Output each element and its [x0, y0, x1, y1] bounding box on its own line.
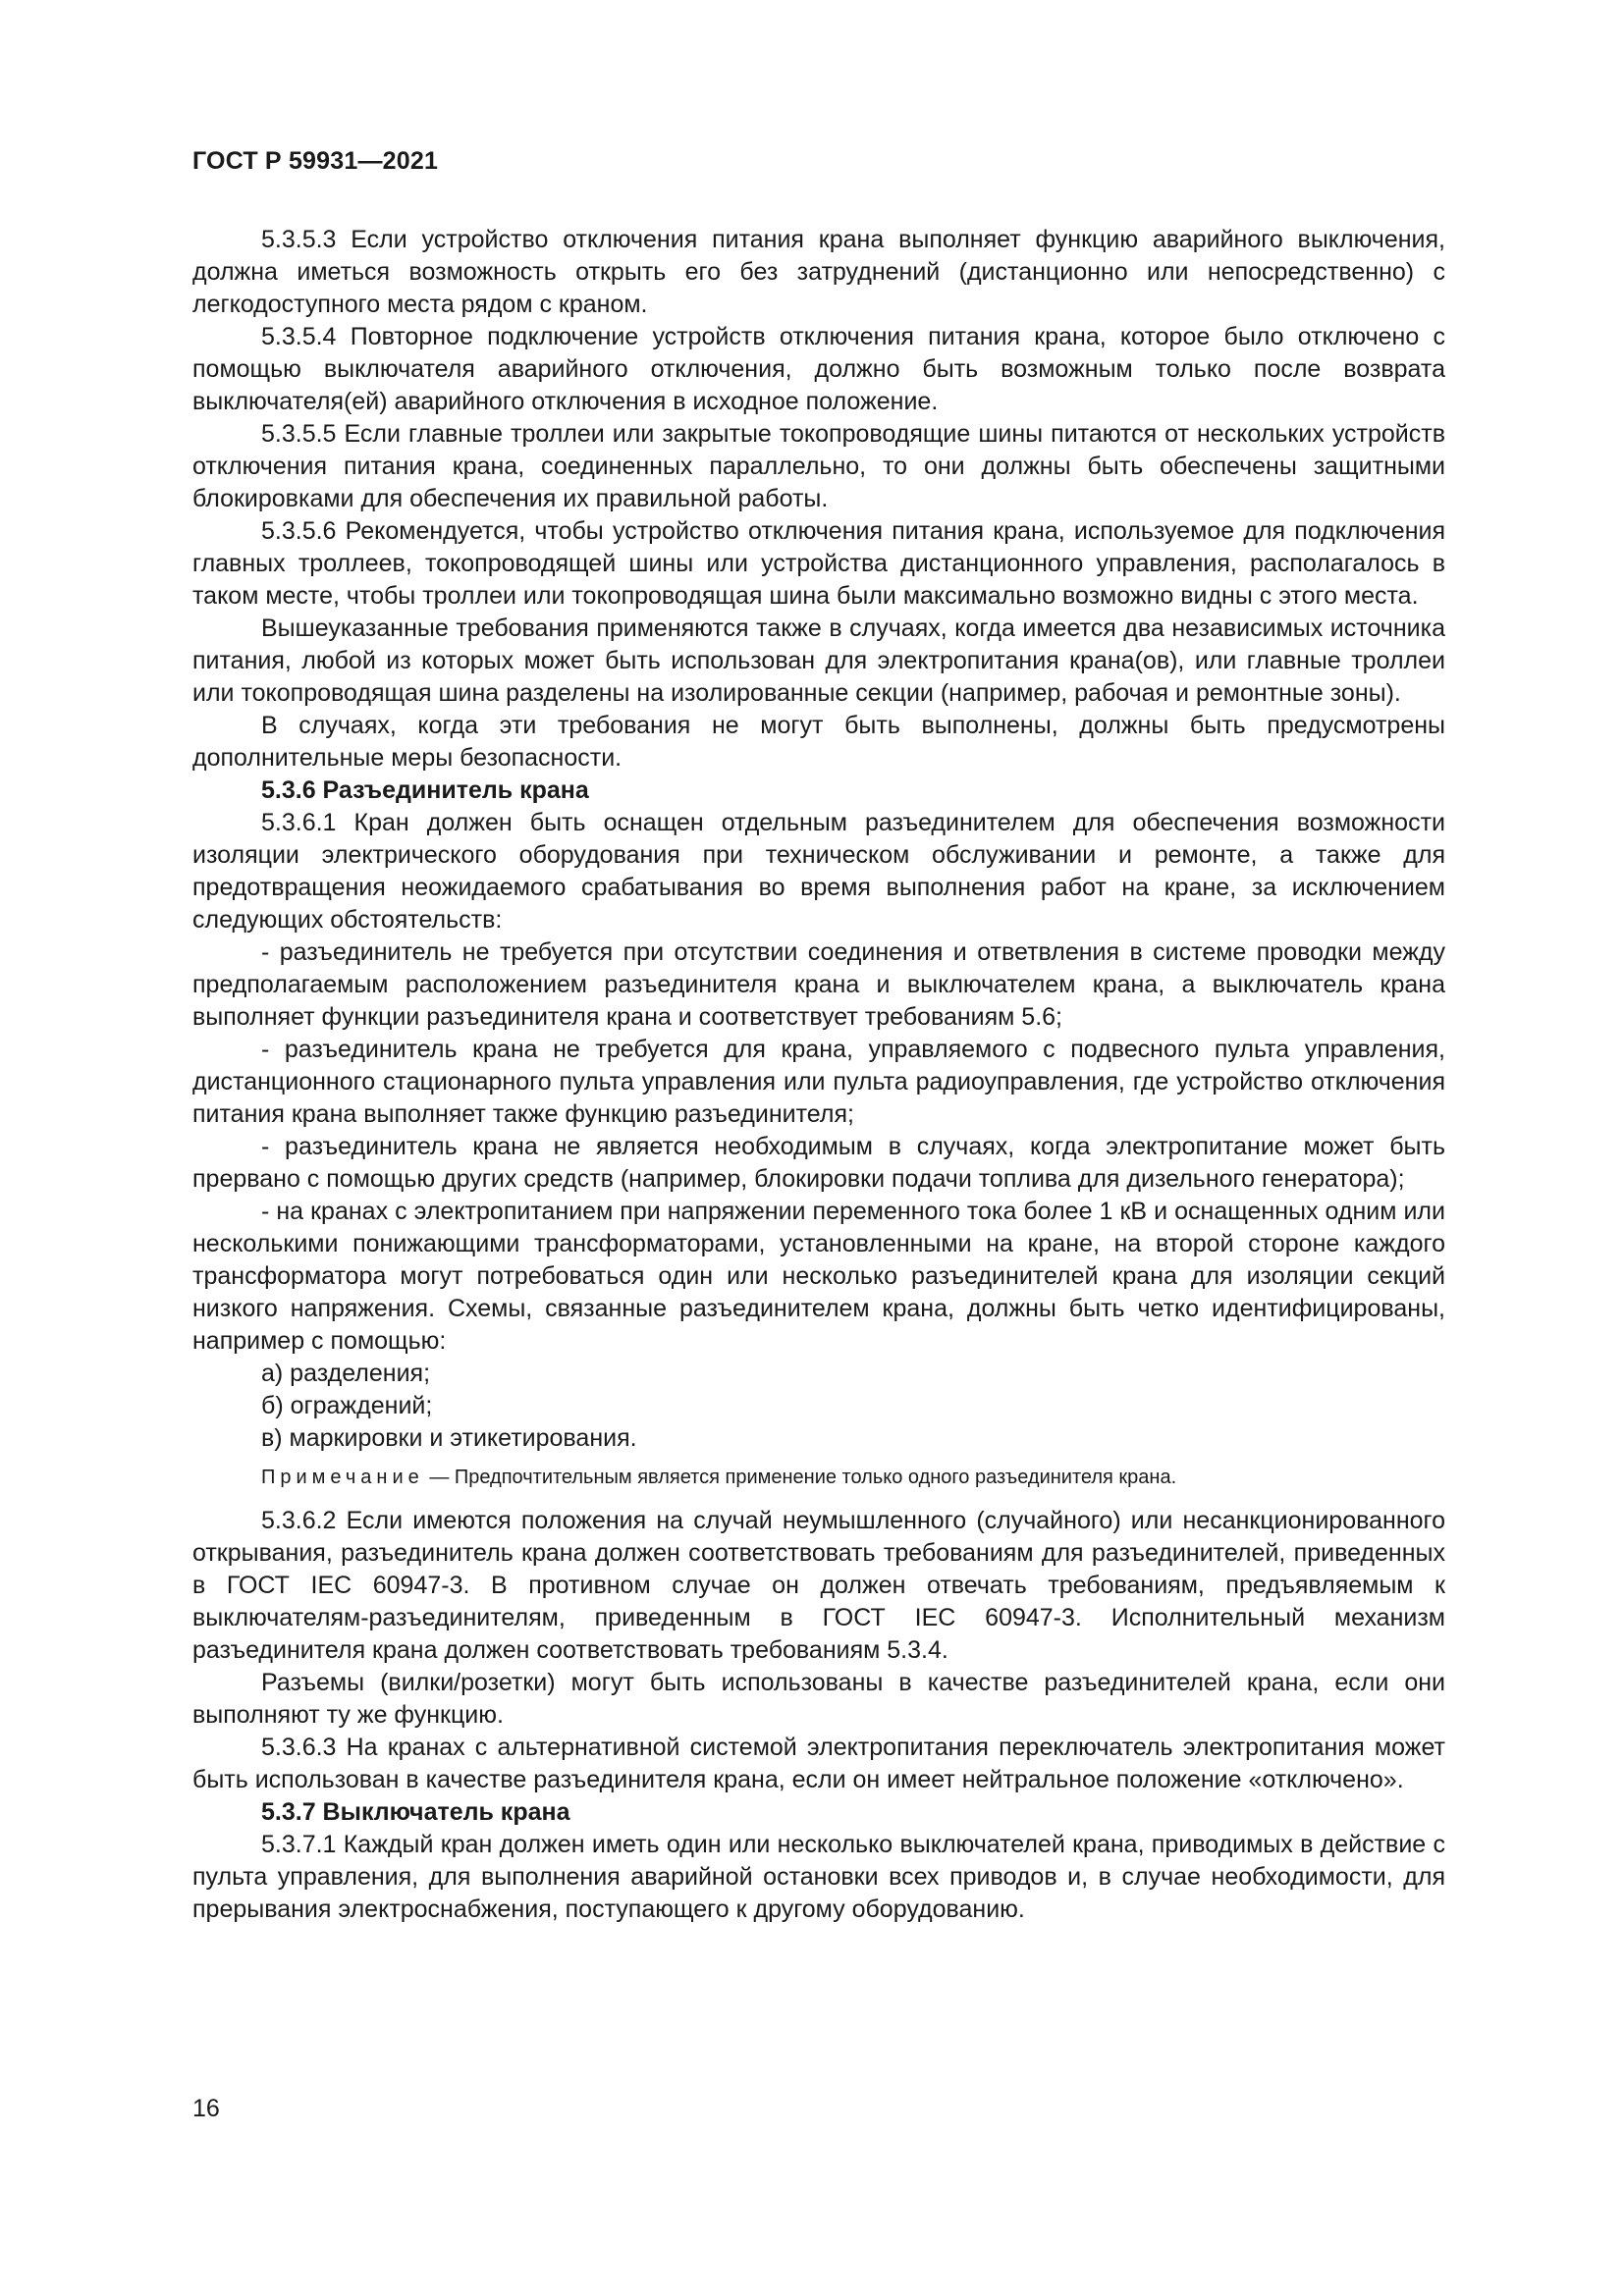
section-heading-5-3-7: 5.3.7 Выключатель крана — [261, 1798, 570, 1826]
list-item-v: в) маркировки и этикетирования. — [261, 1424, 637, 1452]
paragraph-5-3-5-6: 5.3.5.6 Рекомендуется, чтобы устройство отключения питания крана, используемое для подключения главных троллеев, токопроводящей шины или устройства дистанционного управления, располагалось в таком месте, чтобы троллеи или токопроводящая шина были максимально возможно видны с этого места. — [192, 517, 1445, 610]
note — [192, 1464, 1445, 1491]
paragraph-additional-measures: В случаях, когда эти требования не могут быть выполнены, должны быть предусмотрены дополнительные меры безопасности. — [192, 712, 1445, 772]
section-heading-5-3-6: 5.3.6 Разъединитель крана — [261, 776, 589, 804]
list-item-exception-1: - разъединитель не требуется при отсутствии соединения и ответвления в системе проводки между предполагаемым расположением разъединителя крана и выключателем крана, а выключатель крана выполняет функции разъединителя крана и соответствует требованиям 5.6; — [192, 938, 1445, 1031]
note-text: — Предпочтительным является применение только одного разъединителя крана. — [423, 1467, 1177, 1488]
paragraph-5-3-6-2: 5.3.6.2 Если имеются положения на случай неумышленного (случайного) или несанкционированного открывания, разъединитель крана должен соответствовать требованиям для разъединителей, приведенных в ГОСТ IEC 60947-3. В противном случае он должен отвечать требованиям, предъявляемым к выключателям-разъединителям, приведенным в ГОСТ IEC 60947-3. Исполнительный механизм разъединителя крана должен соответствовать требованиям 5.3.4. — [192, 1507, 1445, 1664]
list-item-exception-2: - разъединитель крана не требуется для крана, управляемого с подвесного пульта управления, дистанционного стационарного пульта управления или пульта радиоуправления, где устройство отключения питания крана выполняет также функцию разъединителя; — [192, 1036, 1445, 1128]
paragraph-requirements-note: Вышеуказанные требования применяются также в случаях, когда имеется два независимых источника питания, любой из которых может быть использован для электропитания крана(ов), или главные троллеи или токопроводящая шина разделены на изолированные секции (например, рабочая и ремонтные зоны). — [192, 614, 1445, 707]
paragraph-5-3-5-3: 5.3.5.3 Если устройство отключения питания крана выполняет функцию аварийного выключения, должна иметься возможность открыть его без затруднений (дистанционно или непосредственно) с легкодоступного места рядом с краном. — [192, 226, 1445, 318]
list-item-exception-4: - на кранах с электропитанием при напряжении переменного тока более 1 кВ и оснащенных одним или несколькими понижающими трансформаторами, установленными на кране, на второй стороне каждого трансформатора могут потребоваться один или несколько разъединителей крана для изоляции секций низкого напряжения. Схемы, связанные разъединителем крана, должны быть четко идентифицированы, например с помощью: — [192, 1198, 1445, 1355]
paragraph-5-3-6-3: 5.3.6.3 На кранах с альтернативной системой электропитания переключатель электропитания может быть использован в качестве разъединителя крана, если он имеет нейтральное положение «отключено». — [192, 1734, 1445, 1793]
note-label: Примечание — [261, 1467, 424, 1488]
list-item-b: б) ограждений; — [261, 1392, 433, 1419]
paragraph-5-3-5-4: 5.3.5.4 Повторное подключение устройств отключения питания крана, которое было отключено с помощью выключателя аварийного отключения, должно быть возможным только после возврата выключателя(ей) аварийного отключения в исходное положение. — [192, 323, 1445, 415]
list-item-a: а) разделения; — [261, 1360, 431, 1387]
paragraph-5-3-6-1: 5.3.6.1 Кран должен быть оснащен отдельным разъединителем для обеспечения возможности изоляции электрического оборудования при техническом обслуживании и ремонте, а также для предотвращения неожидаемого срабатывания во время выполнения работ на кране, за исключением следующих обстоятельств: — [192, 809, 1445, 934]
document-header: ГОСТ Р 59931—2021 — [192, 147, 439, 175]
page-number: 16 — [192, 2095, 220, 2122]
paragraph-5-3-7-1: 5.3.7.1 Каждый кран должен иметь один или несколько выключателей крана, приводимых в действие с пульта управления, для выполнения аварийной остановки всех приводов и, в случае необходимости, для прерывания электроснабжения, поступающего к другому оборудованию. — [192, 1831, 1445, 1923]
document-body — [192, 224, 1445, 1926]
list-item-exception-3: - разъединитель крана не является необходимым в случаях, когда электропитание может быть прервано с помощью других средств (например, блокировки подачи топлива для дизельного генератора); — [192, 1133, 1445, 1193]
paragraph-connectors: Разъемы (вилки/розетки) могут быть использованы в качестве разъединителей крана, если они выполняют ту же функцию. — [192, 1669, 1445, 1729]
paragraph-5-3-5-5: 5.3.5.5 Если главные троллеи или закрытые токопроводящие шины питаются от нескольких устройств отключения питания крана, соединенных параллельно, то они должны быть обеспечены защитными блокировками для обеспечения их правильной работы. — [192, 420, 1445, 512]
